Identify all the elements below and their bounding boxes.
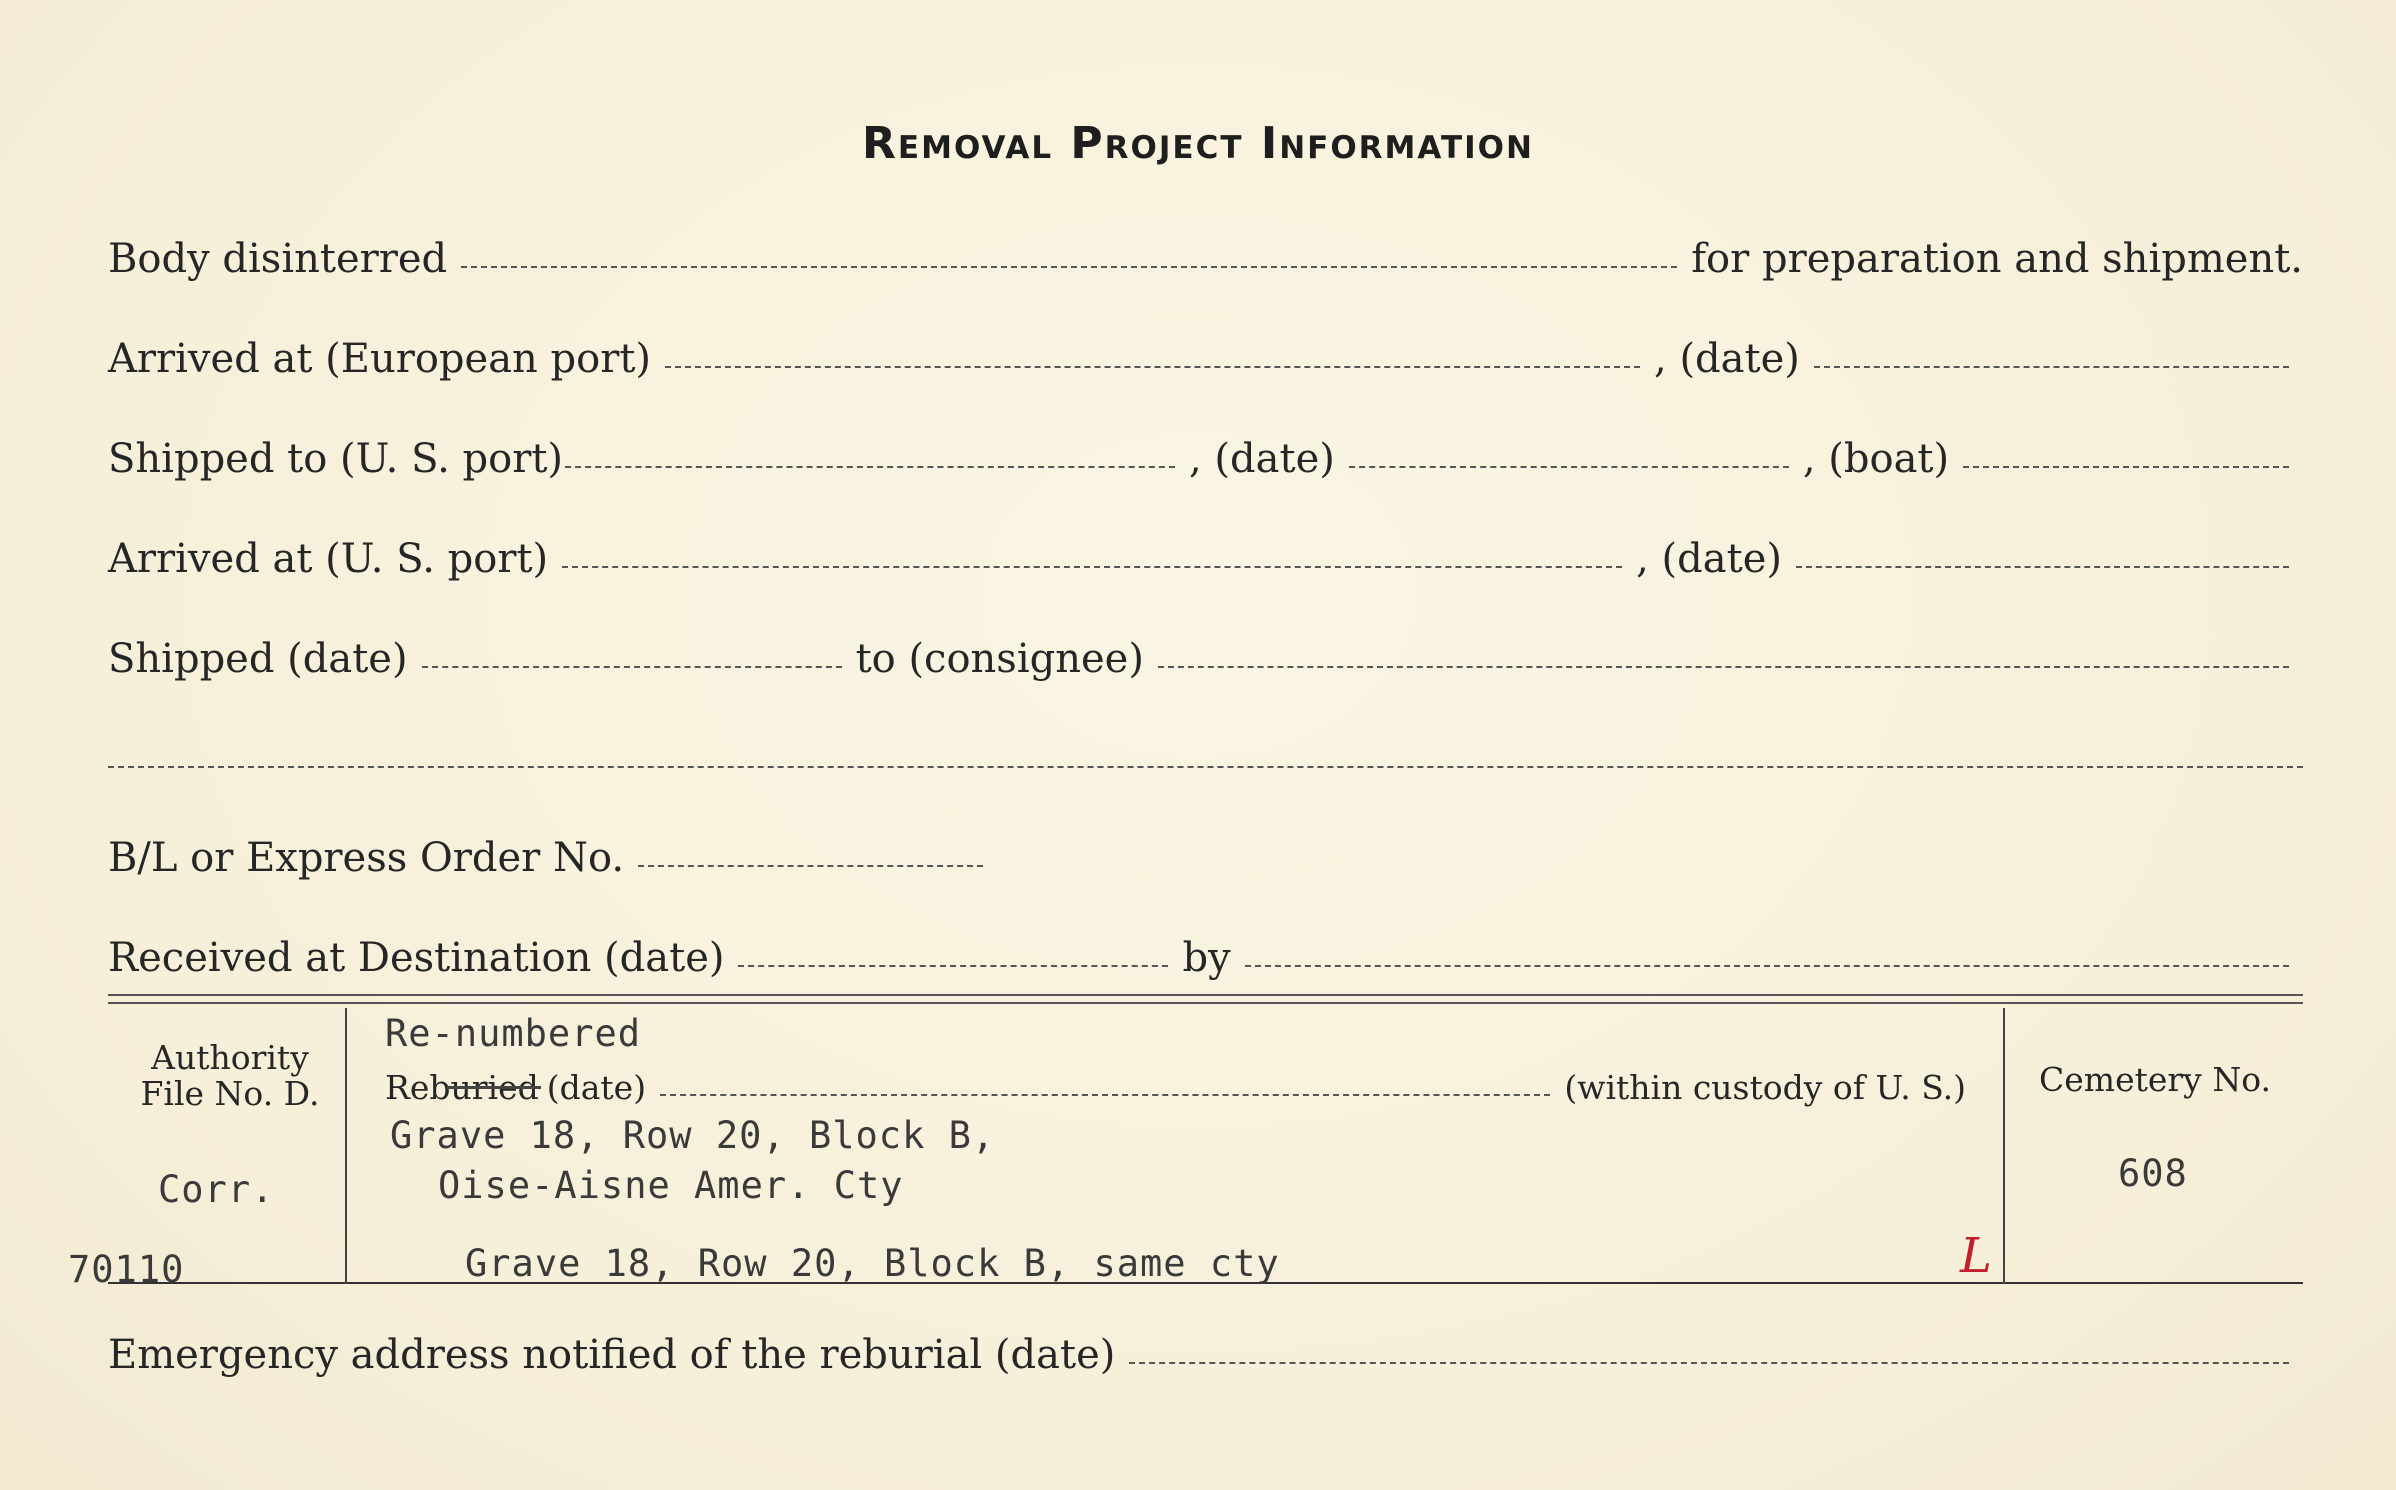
- field-date-3[interactable]: [1796, 564, 2289, 568]
- authority-label: Authority: [151, 1038, 309, 1077]
- field-reburied-date[interactable]: [660, 1092, 1550, 1096]
- row-shipped-us-port: [108, 436, 2303, 482]
- row-emergency: [108, 1332, 2303, 1378]
- typed-grave-line-3: Grave 18, Row 20, Block B, same cty: [465, 1242, 1280, 1285]
- field-consignee[interactable]: [1158, 664, 2289, 668]
- field-emergency-date[interactable]: [1129, 1360, 2289, 1364]
- row-shipped-date: [108, 636, 2303, 682]
- label-arrived-us-port: Arrived at (U. S. port): [108, 536, 549, 582]
- label-received-destination: Received at Destination (date): [108, 935, 725, 981]
- row-bl-order: [108, 835, 997, 881]
- label-for-preparation: for preparation and shipment.: [1691, 236, 2303, 282]
- label-to-consignee: to (consignee): [855, 636, 1144, 682]
- card-title: Removal Project Information: [862, 118, 1534, 169]
- typed-grave-line-1: Grave 18, Row 20, Block B,: [390, 1114, 996, 1157]
- file-no-label: File No. D.: [140, 1074, 320, 1113]
- label-date-3: , (date): [1636, 536, 1782, 582]
- authority-file-label: [120, 1040, 340, 1112]
- field-body-disinterred[interactable]: [461, 264, 1677, 268]
- red-initial-mark: L: [1960, 1228, 1992, 1284]
- box-top-rule: [108, 994, 2303, 1004]
- label-body-disinterred: Body disinterred: [108, 236, 448, 282]
- field-boat[interactable]: [1963, 464, 2289, 468]
- field-bl-order[interactable]: [638, 863, 983, 867]
- cemetery-no-label: Cemetery No.: [2039, 1060, 2271, 1099]
- field-date-1[interactable]: [1814, 364, 2289, 368]
- field-date-2[interactable]: [1349, 464, 1789, 468]
- consignee-continuation-line[interactable]: [108, 766, 2303, 768]
- row-received-destination: [108, 935, 2303, 981]
- typed-file-no: 70110: [68, 1248, 185, 1291]
- label-boat: , (boat): [1802, 436, 1950, 482]
- label-shipped-date: Shipped (date): [108, 636, 408, 682]
- typed-grave-line-2: Oise-Aisne Amer. Cty: [438, 1164, 904, 1207]
- field-european-port[interactable]: [665, 364, 1640, 368]
- field-received-date[interactable]: [738, 963, 1168, 967]
- label-arrived-european: Arrived at (European port): [108, 336, 652, 382]
- label-by: by: [1182, 935, 1231, 981]
- field-us-port[interactable]: [565, 464, 1175, 468]
- label-bl-order: B/L or Express Order No.: [108, 835, 625, 881]
- row-reburied: [385, 1068, 1966, 1107]
- field-shipped-date[interactable]: [422, 664, 842, 668]
- label-reburied-date: (date): [546, 1068, 647, 1107]
- box-divider-right: [2003, 1008, 2005, 1284]
- label-date-2: , (date): [1189, 436, 1335, 482]
- label-emergency: Emergency address notified of the reburial (date): [108, 1332, 1116, 1378]
- label-shipped-us-port: Shipped to (U. S. port): [108, 436, 563, 482]
- typed-corr: Corr.: [158, 1168, 275, 1211]
- field-received-by[interactable]: [1245, 963, 2289, 967]
- label-date-1: , (date): [1654, 336, 1800, 382]
- typed-cemetery-no: 608: [2118, 1152, 2188, 1195]
- row-arrived-us-port: [108, 536, 2303, 582]
- label-reburied-struck: Reburied: [385, 1068, 539, 1107]
- row-arrived-european: [108, 336, 2303, 382]
- row-body-disinterred: [108, 236, 2303, 282]
- field-arrived-us-port[interactable]: [562, 564, 1622, 568]
- box-divider-left: [345, 1008, 347, 1284]
- label-within-custody: (within custody of U. S.): [1564, 1068, 1966, 1107]
- typed-renumbered: Re-numbered: [385, 1012, 642, 1055]
